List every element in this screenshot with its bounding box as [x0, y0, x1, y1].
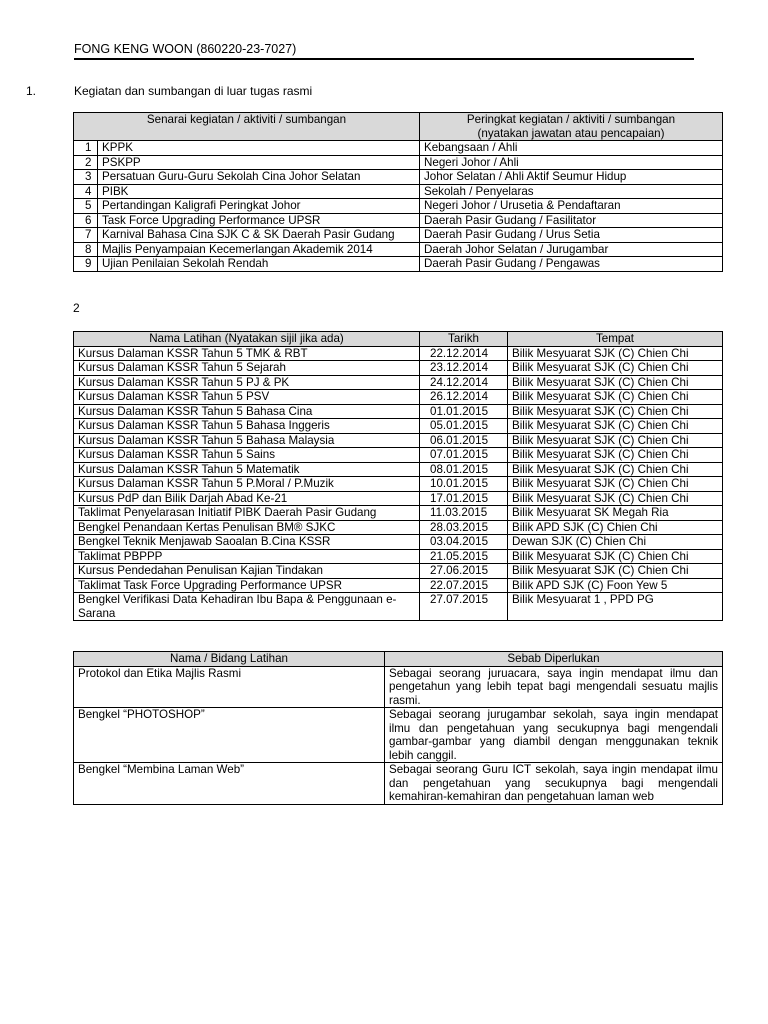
- activity-level: Daerah Johor Selatan / Jurugambar: [420, 242, 723, 257]
- activity-level: Negeri Johor / Urusetia & Pendaftaran: [420, 199, 723, 214]
- training-row: [74, 520, 723, 535]
- col-activity-header: Senarai kegiatan / aktiviti / sumbangan: [74, 113, 420, 141]
- training-name: Kursus Dalaman KSSR Tahun 5 PSV: [74, 390, 420, 405]
- header-name: FONG KENG WOON (860220-23-7027): [74, 42, 694, 60]
- training-place: Bilik Mesyuarat SK Megah Ria: [508, 506, 723, 521]
- activity-level: Johor Selatan / Ahli Aktif Seumur Hidup: [420, 170, 723, 185]
- needs-row: [74, 666, 723, 708]
- section2-number: 2: [73, 301, 80, 315]
- activity-row: [74, 184, 723, 199]
- training-date: 23.12.2014: [420, 361, 508, 376]
- activity-name: Persatuan Guru-Guru Sekolah Cina Johor Selatan: [98, 170, 420, 185]
- training-place: Bilik Mesyuarat SJK (C) Chien Chi: [508, 477, 723, 492]
- needs-row: [74, 763, 723, 805]
- training-row: [74, 375, 723, 390]
- needs-field: Protokol dan Etika Majlis Rasmi: [74, 666, 385, 708]
- activity-name: KPPK: [98, 141, 420, 156]
- activity-level: Sekolah / Penyelaras: [420, 184, 723, 199]
- training-name: Bengkel Teknik Menjawab Saoalan B.Cina KSSR: [74, 535, 420, 550]
- activity-number: 5: [74, 199, 98, 214]
- training-row: [74, 477, 723, 492]
- training-name: Taklimat Task Force Upgrading Performance UPSR: [74, 578, 420, 593]
- section1-number: 1.: [26, 84, 37, 98]
- training-name: Kursus Dalaman KSSR Tahun 5 Bahasa Inggeris: [74, 419, 420, 434]
- activity-level: Daerah Pasir Gudang / Pengawas: [420, 257, 723, 272]
- needs-header-row: [74, 652, 723, 667]
- training-name: Taklimat PBPPP: [74, 549, 420, 564]
- needs-field: Bengkel “Membina Laman Web”: [74, 763, 385, 805]
- needs-row: [74, 708, 723, 763]
- training-name: Bengkel Verifikasi Data Kehadiran Ibu Bapa & Penggunaan e-Sarana: [74, 593, 420, 621]
- training-place: Bilik APD SJK (C) Chien Chi: [508, 520, 723, 535]
- training-place: Bilik APD SJK (C) Foon Yew 5: [508, 578, 723, 593]
- training-row: [74, 346, 723, 361]
- needs-reason: Sebagai seorang Guru ICT sekolah, saya ingin mendapat ilmu dan pengetahuan yang secukupnya bagi mengendali kemahiran-kemahiran dan pengetahuan laman web: [385, 763, 723, 805]
- activity-number: 7: [74, 228, 98, 243]
- training-name: Kursus Dalaman KSSR Tahun 5 Sejarah: [74, 361, 420, 376]
- training-date: 24.12.2014: [420, 375, 508, 390]
- training-name: Kursus Dalaman KSSR Tahun 5 P.Moral / P.Muzik: [74, 477, 420, 492]
- activity-name: PIBK: [98, 184, 420, 199]
- col-reason-header: Sebab Diperlukan: [385, 652, 723, 667]
- col-level-header-line2: (nyatakan jawatan atau pencapaian): [477, 126, 665, 140]
- training-row: [74, 593, 723, 621]
- needs-reason: Sebagai seorang juruacara, saya ingin mendapat ilmu dan pengetahun yang lebih tepat bagi mengendali sesuatu majlis rasmi.: [385, 666, 723, 708]
- training-row: [74, 361, 723, 376]
- training-date: 07.01.2015: [420, 448, 508, 463]
- training-name: Kursus Dalaman KSSR Tahun 5 PJ & PK: [74, 375, 420, 390]
- activity-number: 1: [74, 141, 98, 156]
- training-row: [74, 419, 723, 434]
- training-row: [74, 549, 723, 564]
- activity-row: [74, 242, 723, 257]
- col-place-header: Tempat: [508, 332, 723, 347]
- activity-level: Daerah Pasir Gudang / Fasilitator: [420, 213, 723, 228]
- activity-name: Pertandingan Kaligrafi Peringkat Johor: [98, 199, 420, 214]
- training-date: 27.07.2015: [420, 593, 508, 621]
- training-place: Bilik Mesyuarat SJK (C) Chien Chi: [508, 404, 723, 419]
- training-date: 27.06.2015: [420, 564, 508, 579]
- training-row: [74, 535, 723, 550]
- activities-header-row: [74, 113, 723, 141]
- activity-name: Majlis Penyampaian Kecemerlangan Akademik 2014: [98, 242, 420, 257]
- training-place: Bilik Mesyuarat SJK (C) Chien Chi: [508, 549, 723, 564]
- training-place: Bilik Mesyuarat SJK (C) Chien Chi: [508, 390, 723, 405]
- training-place: Bilik Mesyuarat SJK (C) Chien Chi: [508, 361, 723, 376]
- training-row: [74, 506, 723, 521]
- training-name: Kursus PdP dan Bilik Darjah Abad Ke-21: [74, 491, 420, 506]
- training-name: Kursus Dalaman KSSR Tahun 5 TMK & RBT: [74, 346, 420, 361]
- training-date: 01.01.2015: [420, 404, 508, 419]
- activity-row: [74, 257, 723, 272]
- training-name: Bengkel Penandaan Kertas Penulisan BM® SJKC: [74, 520, 420, 535]
- activity-row: [74, 213, 723, 228]
- activity-number: 8: [74, 242, 98, 257]
- activity-number: 9: [74, 257, 98, 272]
- col-training-name-header: Nama Latihan (Nyatakan sijil jika ada): [74, 332, 420, 347]
- training-name: Kursus Dalaman KSSR Tahun 5 Matematik: [74, 462, 420, 477]
- activity-level: Kebangsaan / Ahli: [420, 141, 723, 156]
- training-date: 03.04.2015: [420, 535, 508, 550]
- activity-row: [74, 199, 723, 214]
- training-name: Kursus Dalaman KSSR Tahun 5 Sains: [74, 448, 420, 463]
- activity-level: Daerah Pasir Gudang / Urus Setia: [420, 228, 723, 243]
- needs-field: Bengkel “PHOTOSHOP”: [74, 708, 385, 763]
- col-date-header: Tarikh: [420, 332, 508, 347]
- col-level-header: [420, 113, 723, 141]
- training-date: 26.12.2014: [420, 390, 508, 405]
- activity-name: Task Force Upgrading Performance UPSR: [98, 213, 420, 228]
- training-place: Bilik Mesyuarat SJK (C) Chien Chi: [508, 448, 723, 463]
- activity-row: [74, 141, 723, 156]
- training-place: Bilik Mesyuarat SJK (C) Chien Chi: [508, 491, 723, 506]
- training-place: Bilik Mesyuarat SJK (C) Chien Chi: [508, 462, 723, 477]
- col-field-header: Nama / Bidang Latihan: [74, 652, 385, 667]
- training-row: [74, 564, 723, 579]
- activities-table: [73, 112, 723, 272]
- activity-name: Ujian Penilaian Sekolah Rendah: [98, 257, 420, 272]
- training-date: 08.01.2015: [420, 462, 508, 477]
- training-row: [74, 404, 723, 419]
- training-place: Bilik Mesyuarat 1 , PPD PG: [508, 593, 723, 621]
- training-place: Bilik Mesyuarat SJK (C) Chien Chi: [508, 564, 723, 579]
- training-date: 05.01.2015: [420, 419, 508, 434]
- training-place: Bilik Mesyuarat SJK (C) Chien Chi: [508, 433, 723, 448]
- training-name: Kursus Dalaman KSSR Tahun 5 Bahasa Cina: [74, 404, 420, 419]
- training-date: 21.05.2015: [420, 549, 508, 564]
- training-header-row: [74, 332, 723, 347]
- training-date: 28.03.2015: [420, 520, 508, 535]
- activity-name: PSKPP: [98, 155, 420, 170]
- activity-row: [74, 170, 723, 185]
- training-row: [74, 578, 723, 593]
- training-date: 22.12.2014: [420, 346, 508, 361]
- training-name: Taklimat Penyelarasan Initiatif PIBK Daerah Pasir Gudang: [74, 506, 420, 521]
- training-name: Kursus Pendedahan Penulisan Kajian Tindakan: [74, 564, 420, 579]
- training-date: 22.07.2015: [420, 578, 508, 593]
- training-date: 10.01.2015: [420, 477, 508, 492]
- needs-reason: Sebagai seorang jurugambar sekolah, saya ingin mendapat ilmu dan pengetahuan yang secukupnya bagi mengendali gambar-gambar yang diambil dengan menggunakan teknik lebih canggil.: [385, 708, 723, 763]
- needs-table: [73, 651, 723, 805]
- training-place: Bilik Mesyuarat SJK (C) Chien Chi: [508, 375, 723, 390]
- training-table: [73, 331, 723, 621]
- activity-number: 2: [74, 155, 98, 170]
- training-row: [74, 491, 723, 506]
- activity-row: [74, 228, 723, 243]
- training-row: [74, 448, 723, 463]
- training-date: 06.01.2015: [420, 433, 508, 448]
- activity-number: 6: [74, 213, 98, 228]
- training-row: [74, 462, 723, 477]
- activity-number: 4: [74, 184, 98, 199]
- training-place: Bilik Mesyuarat SJK (C) Chien Chi: [508, 346, 723, 361]
- section1-title: Kegiatan dan sumbangan di luar tugas rasmi: [74, 84, 313, 98]
- training-place: Dewan SJK (C) Chien Chi: [508, 535, 723, 550]
- training-row: [74, 433, 723, 448]
- activity-row: [74, 155, 723, 170]
- training-name: Kursus Dalaman KSSR Tahun 5 Bahasa Malaysia: [74, 433, 420, 448]
- activity-number: 3: [74, 170, 98, 185]
- activity-name: Karnival Bahasa Cina SJK C & SK Daerah Pasir Gudang: [98, 228, 420, 243]
- training-place: Bilik Mesyuarat SJK (C) Chien Chi: [508, 419, 723, 434]
- training-date: 17.01.2015: [420, 491, 508, 506]
- activity-level: Negeri Johor / Ahli: [420, 155, 723, 170]
- col-level-header-line1: Peringkat kegiatan / aktiviti / sumbangan: [466, 113, 676, 126]
- training-row: [74, 390, 723, 405]
- training-date: 11.03.2015: [420, 506, 508, 521]
